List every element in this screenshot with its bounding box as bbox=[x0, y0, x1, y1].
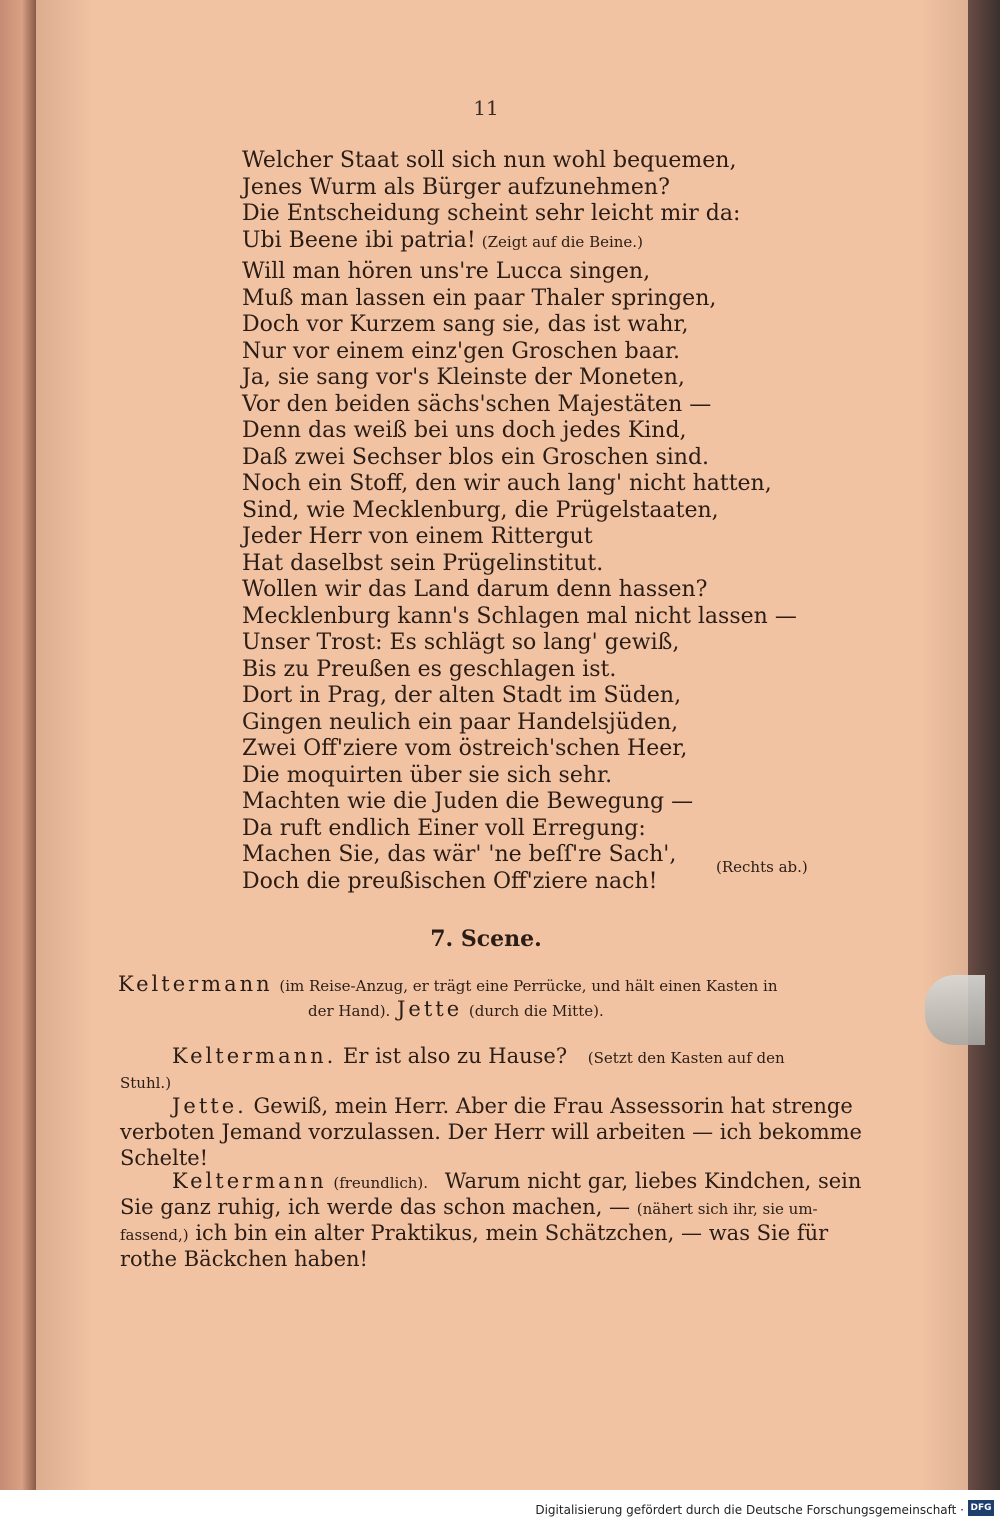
stage-direction: (durch die Mitte). bbox=[468, 1002, 604, 1020]
scene-intro-line-1 bbox=[118, 972, 778, 996]
dialogue-line bbox=[172, 1044, 785, 1068]
stanza-2 bbox=[242, 259, 716, 471]
stage-direction: der Hand). bbox=[308, 1002, 391, 1020]
stage-direction: (Setzt den Kasten auf den bbox=[587, 1049, 785, 1067]
verse-line: Machten wie die Juden die Bewegung — bbox=[242, 789, 694, 814]
page-shadow-edge bbox=[968, 0, 1000, 1490]
stage-direction: fassend,) bbox=[120, 1226, 189, 1244]
speaker-name: Keltermann. bbox=[172, 1044, 337, 1068]
stanza-1 bbox=[242, 148, 740, 255]
page-number: 11 bbox=[473, 96, 499, 120]
verse-line: Unser Trost: Es schlägt so lang' gewiß, bbox=[242, 630, 680, 655]
stage-direction-exit: (Rechts ab.) bbox=[716, 858, 808, 876]
stage-direction: (nähert sich ihr, sie um- bbox=[636, 1200, 818, 1218]
funding-notice: Digitalisierung gefördert durch die Deutsche Forschungsgemeinschaft · bbox=[535, 1503, 964, 1517]
verse-line: Doch vor Kurzem sang sie, das ist wahr, bbox=[242, 312, 689, 337]
verse-line: Jenes Wurm als Bürger aufzunehmen? bbox=[242, 174, 670, 200]
dialogue-text: rothe Bäckchen haben! bbox=[120, 1247, 368, 1271]
stage-direction: (Zeigt auf die Beine.) bbox=[481, 232, 643, 251]
verse-line: Die Entscheidung scheint sehr leicht mir da: bbox=[242, 201, 741, 226]
dialogue-line bbox=[120, 1221, 828, 1245]
verse-line: Sind, wie Mecklenburg, die Prügelstaaten, bbox=[242, 497, 719, 523]
verse-line: Die moquirten über sie sich sehr. bbox=[242, 762, 613, 788]
verse-line: Gingen neulich ein paar Handelsjüden, bbox=[242, 709, 679, 735]
dialogue-text: Gewiß, mein Herr. Aber die Frau Assessorin hat strenge bbox=[253, 1094, 853, 1118]
verse-line: Muß man lassen ein paar Thaler springen, bbox=[242, 285, 717, 311]
verse-line: Bis zu Preußen es geschlagen ist. bbox=[242, 656, 617, 682]
stanza-3 bbox=[242, 471, 797, 683]
verse-line: Vor den beiden sächs'schen Majestäten — bbox=[242, 391, 712, 417]
dialogue-text: ich bin ein alter Praktikus, mein Schätzchen, — was Sie für bbox=[195, 1221, 829, 1245]
left-page-edge bbox=[0, 0, 36, 1490]
stage-direction: (freundlich). bbox=[333, 1174, 429, 1192]
verse-line: Nur vor einem einz'gen Groschen baar. bbox=[242, 338, 681, 364]
speaker-name: Keltermann bbox=[172, 1169, 327, 1193]
dialogue-text: Schelte! bbox=[120, 1146, 209, 1170]
character-name: Jette bbox=[397, 997, 463, 1021]
verse-line: Jeder Herr von einem Rittergut bbox=[242, 524, 593, 549]
scene-intro-line-2 bbox=[308, 997, 604, 1021]
verse-line: Doch die preußischen Off'ziere nach! bbox=[242, 868, 658, 894]
dialogue-line bbox=[172, 1094, 853, 1118]
character-name: Keltermann bbox=[118, 972, 273, 996]
dialogue-line bbox=[120, 1195, 818, 1219]
dialogue-text: Er ist also zu Hause? bbox=[343, 1044, 568, 1068]
verse-line: Dort in Prag, der alten Stadt im Süden, bbox=[242, 683, 682, 708]
verse-line: Wollen wir das Land darum denn hassen? bbox=[242, 577, 708, 602]
verse-line: Machen Sie, das wär' 'ne beſſ're Sach', bbox=[242, 842, 677, 867]
speaker-name: Jette. bbox=[172, 1094, 247, 1118]
verse-line: Zwei Off'ziere vom östreich'schen Heer, bbox=[242, 736, 688, 761]
verse-line: Noch ein Stoff, den wir auch lang' nicht hatten, bbox=[242, 471, 772, 496]
verse-line bbox=[242, 228, 740, 256]
verse-line: Da ruft endlich Einer voll Erregung: bbox=[242, 815, 646, 841]
dfg-logo: DFG bbox=[968, 1500, 994, 1516]
scene-heading: 7. Scene. bbox=[430, 926, 542, 952]
verse-line: Ja, sie sang vor's Kleinste der Moneten, bbox=[242, 365, 685, 390]
stage-direction: (im Reise-Anzug, er trägt eine Perrücke, und hält einen Kasten in bbox=[279, 977, 778, 995]
verse-line: Denn das weiß bei uns doch jedes Kind, bbox=[242, 418, 687, 443]
verse-text: Ubi Beene ibi patria! bbox=[242, 227, 476, 253]
verse-line: Daß zwei Sechser blos ein Groschen sind. bbox=[242, 444, 710, 470]
dialogue-text: Sie ganz ruhig, ich werde das schon machen, — bbox=[120, 1195, 631, 1219]
dialogue-text: Warum nicht gar, liebes Kindchen, sein bbox=[444, 1169, 862, 1193]
dialogue-text: verboten Jemand vorzulassen. Der Herr will arbeiten — ich bekomme bbox=[120, 1120, 862, 1144]
stanza-4 bbox=[242, 683, 693, 895]
verse-line: Will man hören uns're Lucca singen, bbox=[242, 259, 651, 284]
verse-line: Mecklenburg kann's Schlagen mal nicht lassen — bbox=[242, 603, 797, 629]
stage-direction: Stuhl.) bbox=[120, 1074, 172, 1092]
verse-line: Welcher Staat soll sich nun wohl bequemen, bbox=[242, 148, 737, 173]
page-clip bbox=[925, 975, 985, 1045]
dialogue-line bbox=[172, 1169, 861, 1193]
verse-line: Hat daselbst sein Prügelinstitut. bbox=[242, 550, 604, 576]
